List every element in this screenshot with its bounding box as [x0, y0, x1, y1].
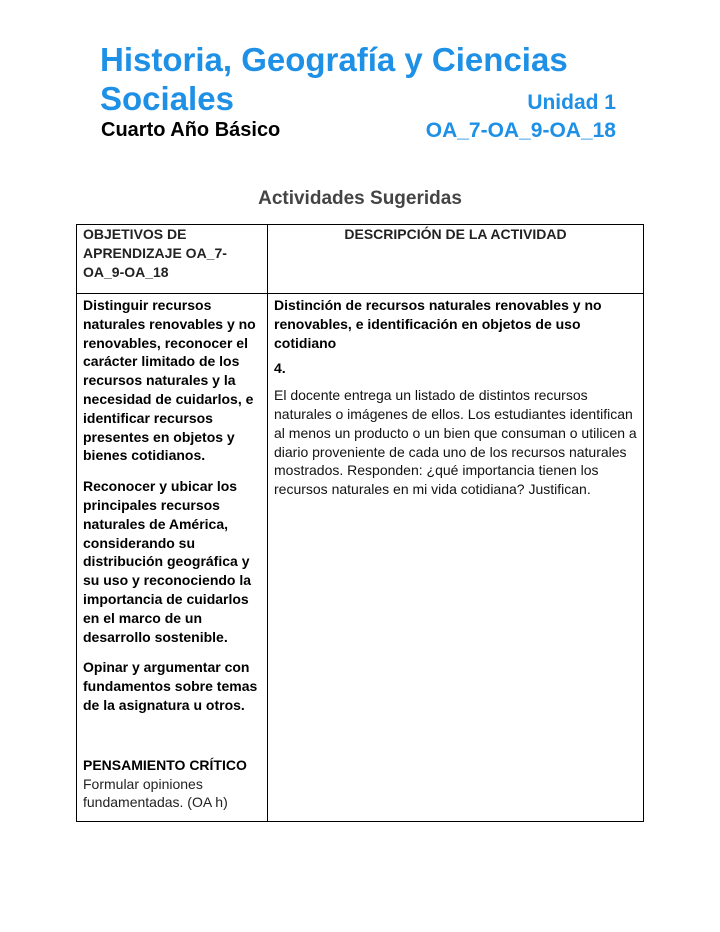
table-row	[77, 294, 644, 822]
subject-title-line-1: Historia, Geografía y Ciencias	[100, 41, 568, 78]
activity-description-cell	[268, 294, 644, 822]
activities-table	[76, 224, 644, 822]
skill-title: PENSAMIENTO CRÍTICO	[83, 756, 247, 773]
subject-title-line-2: Sociales	[100, 80, 234, 117]
objective-item-2: Reconocer y ubicar los principales recursos naturales de América, considerando su distribución geográfica y su uso y reconociendo la importancia de cuidarlos en el marco de un desarrollo sostenible.	[83, 478, 252, 645]
activity-number: 4.	[274, 360, 286, 377]
description-column-header: DESCRIPCIÓN DE LA ACTIVIDAD	[268, 225, 644, 294]
activity-title: Distinción de recursos naturales renovables y no renovables, e identificación en objetos de uso cotidiano	[274, 297, 602, 351]
objective-item-1: Distinguir recursos naturales renovables y no renovables, reconocer el carácter limitado de los recursos naturales y la necesidad de cuidarlos, e identificar recursos presentes en objetos y bienes cotidianos.	[83, 297, 256, 464]
skill-description: Formular opiniones fundamentadas. (OA h)	[83, 775, 228, 811]
objective-item-3: Opinar y argumentar con fundamentos sobre temas de la asignatura u otros.	[83, 659, 258, 713]
table-header-row	[77, 225, 644, 294]
grade-label: Cuarto Año Básico	[101, 119, 281, 141]
section-title: Actividades Sugeridas	[258, 188, 462, 209]
activity-description: El docente entrega un listado de distintos recursos naturales o imágenes de ellos. Los estudiantes identifican al menos un producto o un bien que consuman o utilicen a diario proveniente de cada uno de los recursos naturales mostrados. Responden: ¿qué importancia tienen los recursos naturales en mi vida cotidiana? Justifican.	[274, 387, 637, 498]
unit-label: Unidad 1	[527, 91, 616, 114]
oa-codes-label: OA_7-OA_9-OA_18	[425, 119, 616, 142]
objectives-column-header: OBJETIVOS DE APRENDIZAJE OA_7-OA_9-OA_18	[77, 225, 268, 294]
objectives-cell	[77, 294, 268, 822]
